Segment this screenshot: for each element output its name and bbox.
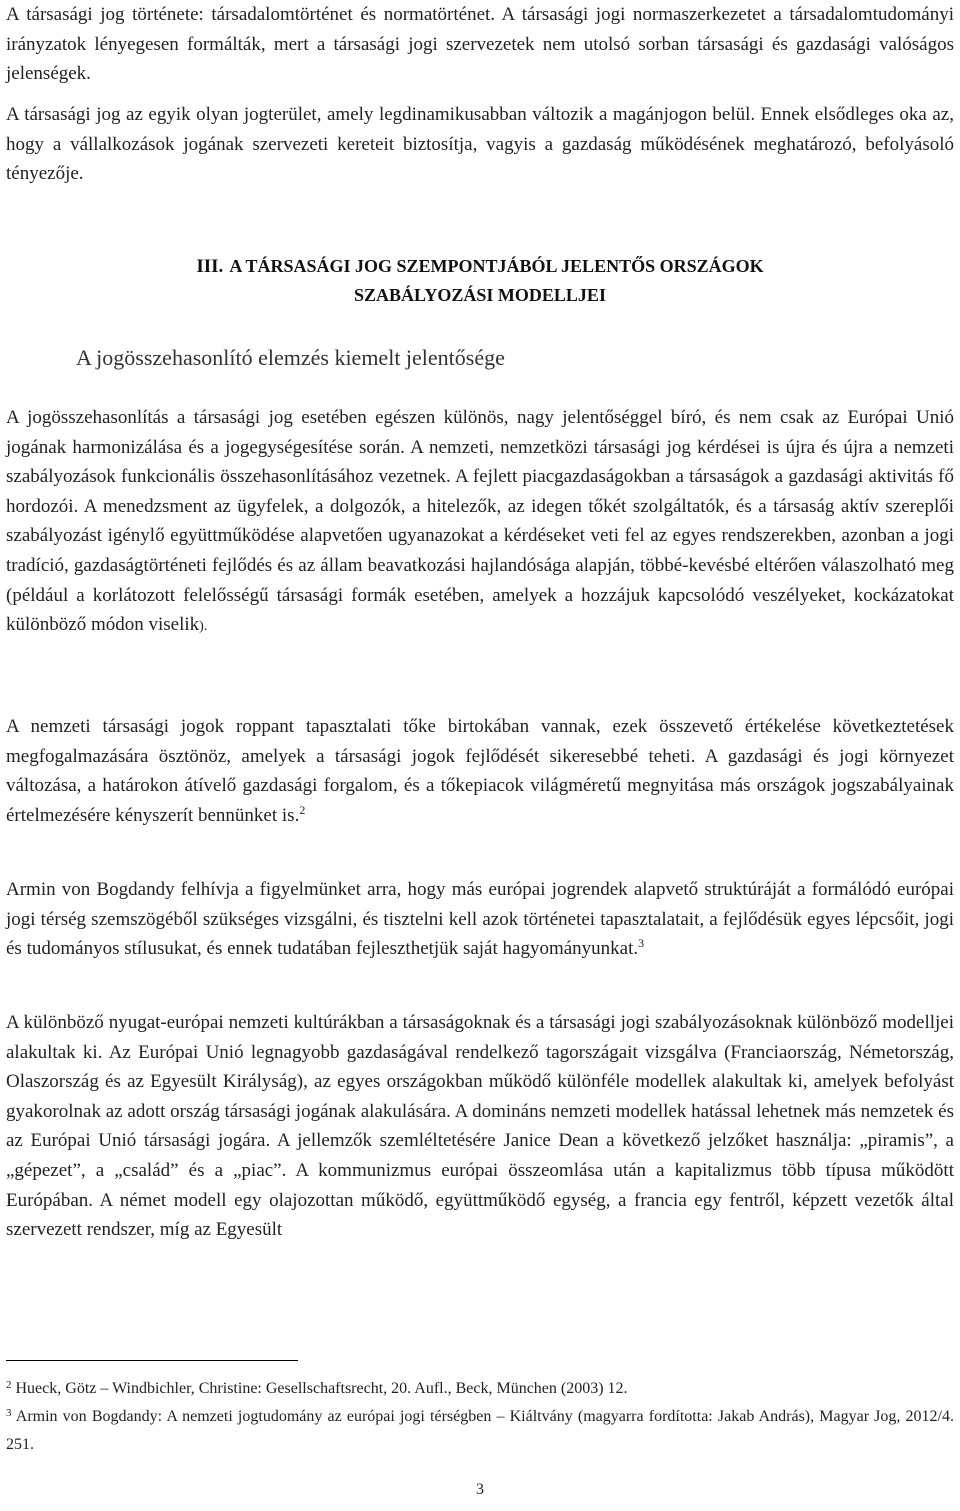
body-paragraph-2 [6,712,954,830]
footnote-3-number: 3 [6,1407,12,1419]
footnote-3 [6,1403,954,1459]
body-paragraph-1-tail: ). [199,619,208,635]
section-number: III. [196,256,224,277]
footnote-separator [6,1360,298,1361]
section-title-line-2: SZABÁLYOZÁSI MODELLJEI [354,285,606,305]
body-paragraph-1-text: A jogösszehasonlítás a társasági jog esetében egészen különös, nagy jelentőséggel bíró, és nem csak az Európai Unió jogának harmonizálása és a jogegységesítése során. A nemzeti, nemzetközi társasági jog kérdései is újra és újra a nemzeti szabályozások funkcionális összehasonlításához vezetnek. A fejlett piacgazdaságokban a társaságok a gazdasági aktivitás fő hordozói. A menedzsment az ügyfelek, a dolgozók, a hitelezők, az idegen tőkét szolgáltatók, és a társaság aktív szereplői szabályozást igénylő együttműködése alapvetően ugyanazokat a kérdéseket veti fel az egyes rendszerekben, azonban a jogi tradíció, gazdaságtörténeti fejlődés és az állam beavatkozási hajlandósága alapján, többé-kevésbé eltérően válaszolható meg (például a korlátozott felelősségű társasági formák esetében, amelyek a hozzájuk kapcsolódó veszélyeket, kockázatokat különböző módon viselik [6,407,954,636]
body-paragraph-1 [6,403,954,642]
footnote-3-text: Armin von Bogdandy: A nemzeti jogtudomány az európai jogi térségben – Kiáltvány (magyarra fordította: Jakab András), Magyar Jog, 2012/4. 251. [6,1408,954,1453]
body-paragraph-2-text: A nemzeti társasági jogok roppant tapasztalati tőke birtokában vannak, ezek összevető értékelése következtetések megfogalmazására ösztönöz, amelyek a társasági jogok fejlődését sikeresebbé teheti. A gazdasági és jogi környezet változása, a határokon átívelő gazdasági forgalom, és a tőkepiacok világméretű megnyitása más országok jogszabályainak értelmezésére kényszerít bennünket is. [6,716,954,826]
footnote-2 [6,1375,954,1403]
section-heading [6,252,954,309]
footnote-2-text: Hueck, Götz – Windbichler, Christine: Gesellschaftsrecht, 20. Aufl., Beck, München (2003) 12. [15,1380,628,1397]
footnote-ref-2[interactable]: 2 [299,802,306,817]
page-number: 3 [476,1481,484,1498]
intro-paragraph-1: A társasági jog története: társadalomtörténet és normatörténet. A társasági jogi normaszerkezetet a társadalomtudományi irányzatok lényegesen formálták, mert a társasági jogi szervezetek nem utolsó sorban társasági és gazdasági valóságos jelenségek. [6,4,954,85]
body-paragraph-4: A különböző nyugat-európai nemzeti kultúrákban a társaságoknak és a társasági jogi szabályozásoknak különböző modelljei alakultak ki. Az Európai Unió legnagyobb gazdaságával rendelkező tagországait vizsgálva (Franciaország, Németország, Olaszország és az Egyesült Királyság), az egyes országokban működő különféle modellek alakultak ki, amelyek befolyást gyakorolnak az adott ország társasági jogának alakulására. A domináns nemzeti modellek hatással lehetnek más nemzetek és az Európai Unió társasági jogára. A jellemzők szemléltetésére Janice Dean a következő jelzőket használja: „piramis”, a „gépezet”, a „család” és a „piac”. A kommunizmus európai összeomlása után a kapitalizmus több típusa működött Európában. A német modell egy olajozottan működő, együttműködő egység, a francia egy fentről, képzett vezetők által szervezett rendszer, míg az Egyesült [6,1012,954,1241]
footnote-2-number: 2 [6,1379,12,1391]
body-paragraph-3-text: Armin von Bogdandy felhívja a figyelmünket arra, hogy más európai jogrendek alapvető struktúráját a formálódó európai jogi térség szemszögéből szükséges vizsgálni, és tisztelni kell azok történetei tapasztalatait, a fejlődésük egyes lépcsőit, jogi és tudományos stílusukat, és ennek tudatában fejleszthetjük saját hagyományunkat. [6,879,954,960]
subheading: A jogösszehasonlító elemzés kiemelt jelentősége [76,345,505,370]
footnotes [6,1375,954,1459]
section-title-line-1: A TÁRSASÁGI JOG SZEMPONTJÁBÓL JELENTŐS ORSZÁGOK [229,256,764,276]
intro-paragraph-2: A társasági jog az egyik olyan jogterület, amely legdinamikusabban változik a magánjogon belül. Ennek elsődleges oka az, hogy a vállalkozások jogának szervezeti kereteit biztosítja, vagyis a gazdaság működésének meghatározó, befolyásoló tényezője. [6,104,954,185]
footnote-ref-3[interactable]: 3 [638,936,645,951]
body-paragraph-3 [6,875,954,964]
